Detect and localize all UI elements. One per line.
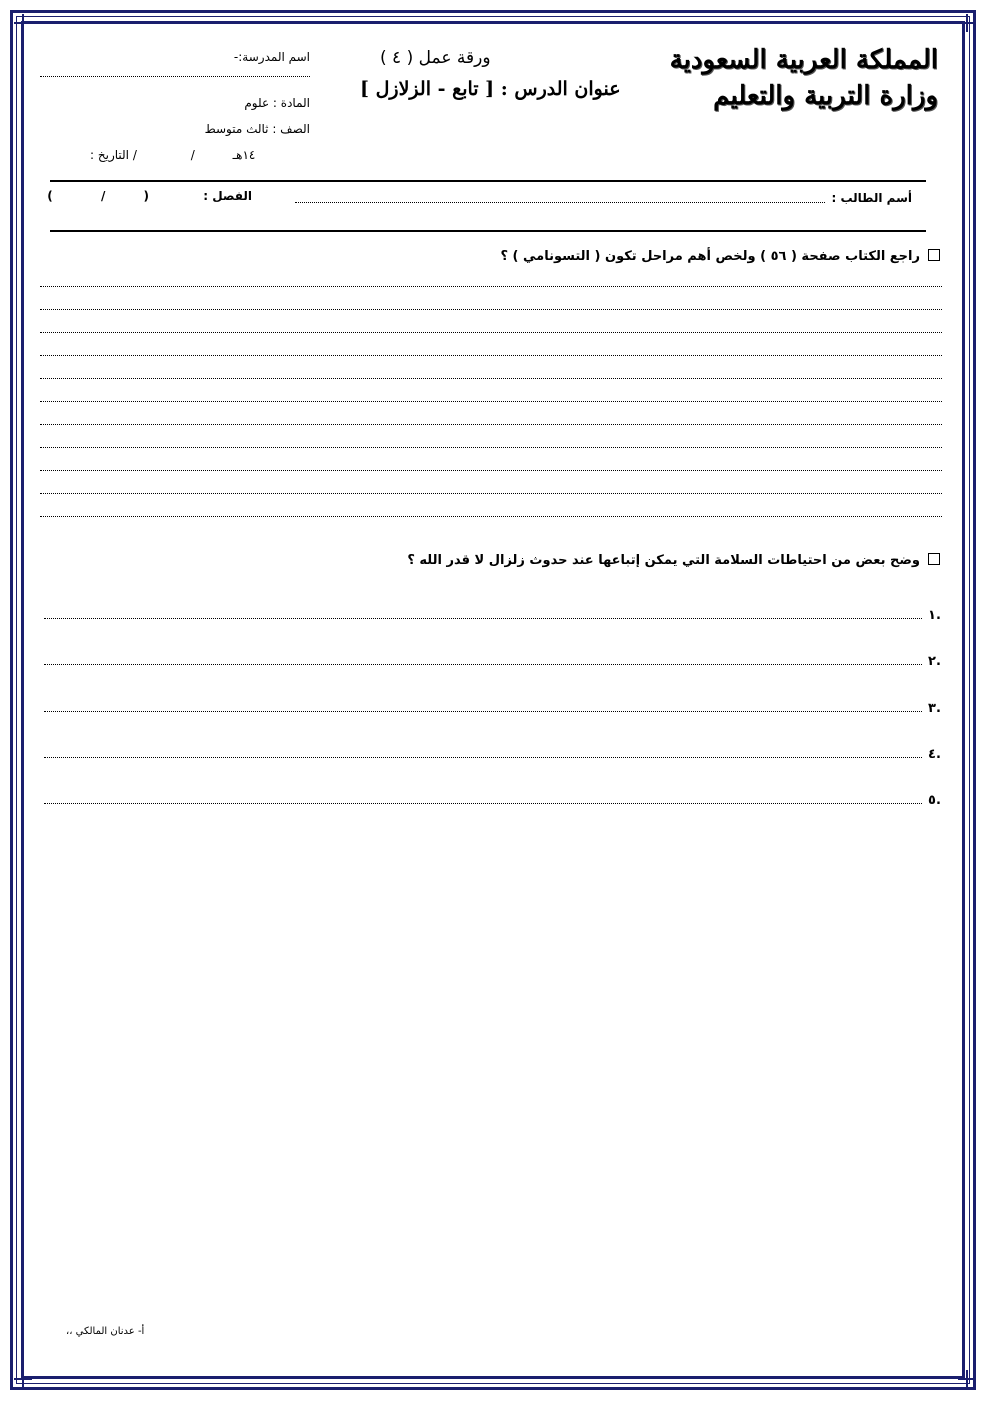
- item-number-3: ٣.: [928, 701, 941, 716]
- corner-ornament-top-right: [958, 14, 976, 32]
- class-bracket-close: ): [47, 189, 53, 203]
- question-2: [407, 553, 940, 568]
- answer-line[interactable]: [40, 470, 942, 471]
- answer-line[interactable]: [40, 401, 942, 402]
- school-label: اسم المدرسة:-: [233, 50, 310, 64]
- answer-line[interactable]: [40, 309, 942, 310]
- answer-line[interactable]: [40, 378, 942, 379]
- answer-line[interactable]: [40, 516, 942, 517]
- answer-line[interactable]: [40, 493, 942, 494]
- numbered-answer-line[interactable]: [44, 711, 922, 712]
- item-number-5: ٥.: [928, 793, 941, 808]
- date-label: التاريخ :: [90, 148, 130, 162]
- checkbox-icon[interactable]: [928, 553, 940, 565]
- class-bracket-open: (: [143, 189, 150, 203]
- date-year: ١٤هـ: [232, 148, 256, 162]
- item-number-2: ٢.: [928, 654, 941, 669]
- corner-ornament-top-left: [14, 14, 32, 32]
- header-kingdom-block: [670, 42, 938, 114]
- question-1: [500, 249, 940, 264]
- corner-ornament-bottom-right: [958, 1370, 976, 1388]
- numbered-answer-line[interactable]: [44, 664, 922, 665]
- answer-line[interactable]: [40, 447, 942, 448]
- answer-line[interactable]: [40, 424, 942, 425]
- item-number-4: ٤.: [928, 747, 941, 762]
- answer-line[interactable]: [40, 332, 942, 333]
- class-separator: /: [100, 189, 106, 203]
- answer-line[interactable]: [40, 355, 942, 356]
- answer-line[interactable]: [40, 286, 942, 287]
- page-border-inner: [21, 21, 965, 1379]
- student-name-label: أسم الطالب :: [831, 191, 912, 205]
- kingdom-name: المملكة العربية السعودية: [669, 45, 938, 75]
- numbered-answer-line[interactable]: [44, 803, 922, 804]
- corner-ornament-bottom-left: [14, 1370, 32, 1388]
- date-field[interactable]: [90, 148, 312, 162]
- lesson-title: عنوان الدرس : [ تابع - الزلازل ]: [360, 78, 621, 100]
- checkbox-icon[interactable]: [928, 249, 940, 261]
- class-field[interactable]: [47, 189, 252, 203]
- grade-label: الصف : ثالث متوسط: [204, 122, 310, 136]
- ministry-name: وزارة التربية والتعليم: [713, 81, 938, 111]
- date-separator: /: [132, 148, 137, 162]
- date-separator: /: [190, 148, 195, 162]
- school-name-line[interactable]: [40, 76, 310, 77]
- worksheet-number: ورقة عمل ( ٤ ): [380, 48, 491, 68]
- divider-bottom: [50, 230, 926, 232]
- question-2-text: وضح بعض من احتياطات السلامة التي يمكن إتباعها عند حدوث زلزال لا قدر الله ؟: [407, 553, 920, 568]
- divider-top: [50, 180, 926, 182]
- item-number-1: ١.: [928, 608, 941, 623]
- question-1-text: راجع الكتاب صفحة ( ٥٦ ) ولخص أهم مراحل تكون ( التسونامي ) ؟: [500, 249, 920, 264]
- numbered-answer-line[interactable]: [44, 618, 922, 619]
- subject-label: المادة : علوم: [244, 96, 310, 110]
- numbered-answer-line[interactable]: [44, 757, 922, 758]
- class-label: الفصل :: [203, 189, 252, 203]
- author-credit: أ- عدنان المالكي ،،: [66, 1326, 145, 1337]
- student-name-line[interactable]: [295, 202, 825, 203]
